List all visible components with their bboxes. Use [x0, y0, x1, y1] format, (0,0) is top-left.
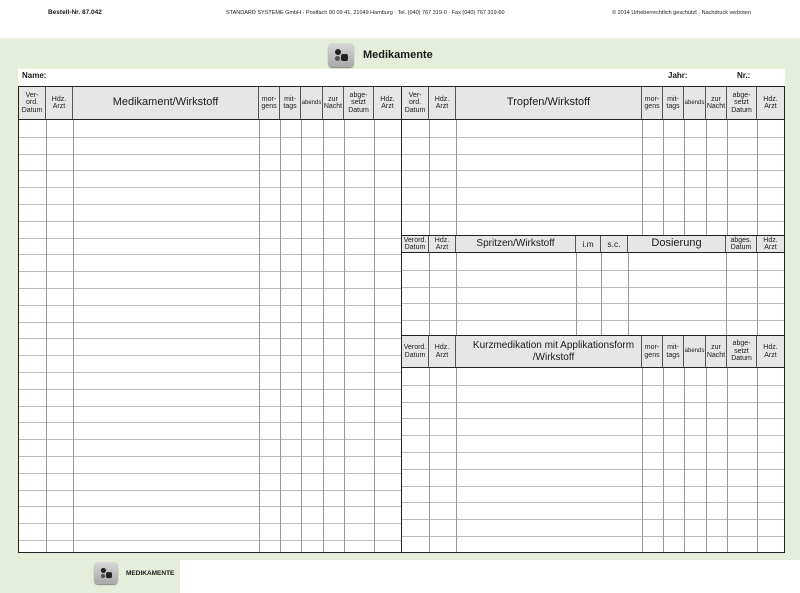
column-line — [280, 120, 281, 552]
col-evening: abends — [684, 336, 706, 367]
column-line — [259, 120, 260, 552]
col-prescribed-date: Verord. Datum — [402, 236, 429, 252]
column-line — [684, 368, 685, 552]
column-line — [323, 120, 324, 552]
injections-table-header — [402, 236, 784, 253]
col-doctor-initials-2: Hdz. Arzt — [763, 236, 778, 251]
col-discontinued-date: abge- setzt Datum — [727, 87, 757, 119]
col-noon: mit- tags — [663, 87, 684, 119]
short-medication-table — [402, 335, 784, 552]
column-line — [706, 368, 707, 552]
medication-table-header — [19, 87, 401, 120]
col-short-medication: Kurzmedikation mit Applikationsform /Wirkstoff — [456, 336, 642, 367]
col-discontinued-date: abge- setzt Datum — [344, 87, 374, 119]
col-prescribed-date: Verord. Datum — [402, 336, 429, 367]
col-noon: mit- tags — [663, 336, 684, 367]
medication-grid — [18, 86, 785, 553]
col-evening: abends — [684, 87, 706, 119]
number-label: Nr.: — [737, 71, 751, 80]
column-line — [456, 368, 457, 552]
column-line — [429, 368, 430, 552]
col-dosage: Dosierung — [628, 236, 726, 252]
column-line — [757, 253, 758, 335]
top-bar — [0, 0, 800, 38]
drops-table-header — [402, 87, 784, 120]
page-title: Medikamente — [363, 49, 433, 61]
column-line — [642, 120, 643, 235]
col-noon: mit- tags — [280, 87, 301, 119]
col-medication: Medikament/Wirkstoff — [73, 87, 259, 119]
col-drops: Tropfen/Wirkstoff — [456, 87, 642, 119]
col-prescribed-date: Ver- ord. Datum — [19, 87, 46, 119]
footer-label: MEDIKAMENTE — [126, 569, 175, 577]
column-line — [576, 253, 577, 335]
column-line — [727, 368, 728, 552]
column-line — [628, 253, 629, 335]
col-discontinued-date: abge- setzt Datum — [727, 336, 757, 367]
col-doctor-initials: Hdz. Arzt — [429, 236, 456, 252]
name-label: Name: — [22, 71, 47, 80]
col-subcutaneous: s.c. — [601, 236, 628, 252]
column-line — [344, 120, 345, 552]
medication-table — [19, 87, 401, 552]
order-number: Bestell-Nr. 87.042 — [48, 9, 102, 16]
column-line — [73, 120, 74, 552]
col-night: zur Nacht — [706, 87, 727, 119]
col-doctor-initials-2: Hdz. Arzt — [763, 95, 778, 110]
year-label: Jahr: — [668, 71, 688, 80]
column-line — [301, 120, 302, 552]
col-morning: mor- gens — [259, 87, 280, 119]
col-doctor-initials: Hdz. Arzt — [429, 336, 456, 367]
col-morning: mor- gens — [642, 336, 663, 367]
column-line — [706, 120, 707, 235]
col-injections: Spritzen/Wirkstoff — [456, 236, 576, 252]
col-doctor-initials-2: Hdz. Arzt — [380, 95, 395, 110]
col-discontinued-date: abges. Datum — [726, 236, 757, 252]
medication-sheet — [18, 69, 785, 553]
col-doctor-initials: Hdz. Arzt — [46, 87, 73, 119]
column-line — [46, 120, 47, 552]
col-doctor-initials-2: Hdz. Arzt — [763, 344, 778, 359]
col-night: zur Nacht — [706, 336, 727, 367]
col-intramuscular: i.m — [576, 236, 601, 252]
pills-icon — [94, 562, 118, 584]
company-info: STANDARD SYSTEME GmbH · Postfach 90 09 41, 21049 Hamburg · Tel. (040) 767 319-0 · Fax (040) 767 319-60 — [226, 10, 505, 16]
pills-icon — [328, 43, 354, 67]
injections-table — [402, 235, 784, 335]
column-line — [663, 368, 664, 552]
column-line — [684, 120, 685, 235]
column-line — [429, 120, 430, 235]
column-line — [642, 368, 643, 552]
column-line — [757, 368, 758, 552]
short-medication-table-header — [402, 336, 784, 368]
column-line — [726, 253, 727, 335]
col-morning: mor- gens — [642, 87, 663, 119]
column-line — [456, 120, 457, 235]
patient-row — [18, 69, 785, 83]
col-evening: abends — [301, 87, 323, 119]
copyright-note: © 2014 Urheberrechtlich geschützt · Nachdruck verboten — [612, 10, 751, 16]
column-line — [456, 253, 457, 335]
col-night: zur Nacht — [323, 87, 344, 119]
col-prescribed-date: Ver- ord. Datum — [402, 87, 429, 119]
footer — [94, 562, 174, 584]
col-doctor-initials: Hdz. Arzt — [429, 87, 456, 119]
column-line — [429, 253, 430, 335]
form-title — [328, 42, 433, 68]
drops-table — [402, 87, 784, 235]
column-line — [663, 120, 664, 235]
column-line — [757, 120, 758, 235]
column-line — [601, 253, 602, 335]
column-line — [374, 120, 375, 552]
column-line — [727, 120, 728, 235]
